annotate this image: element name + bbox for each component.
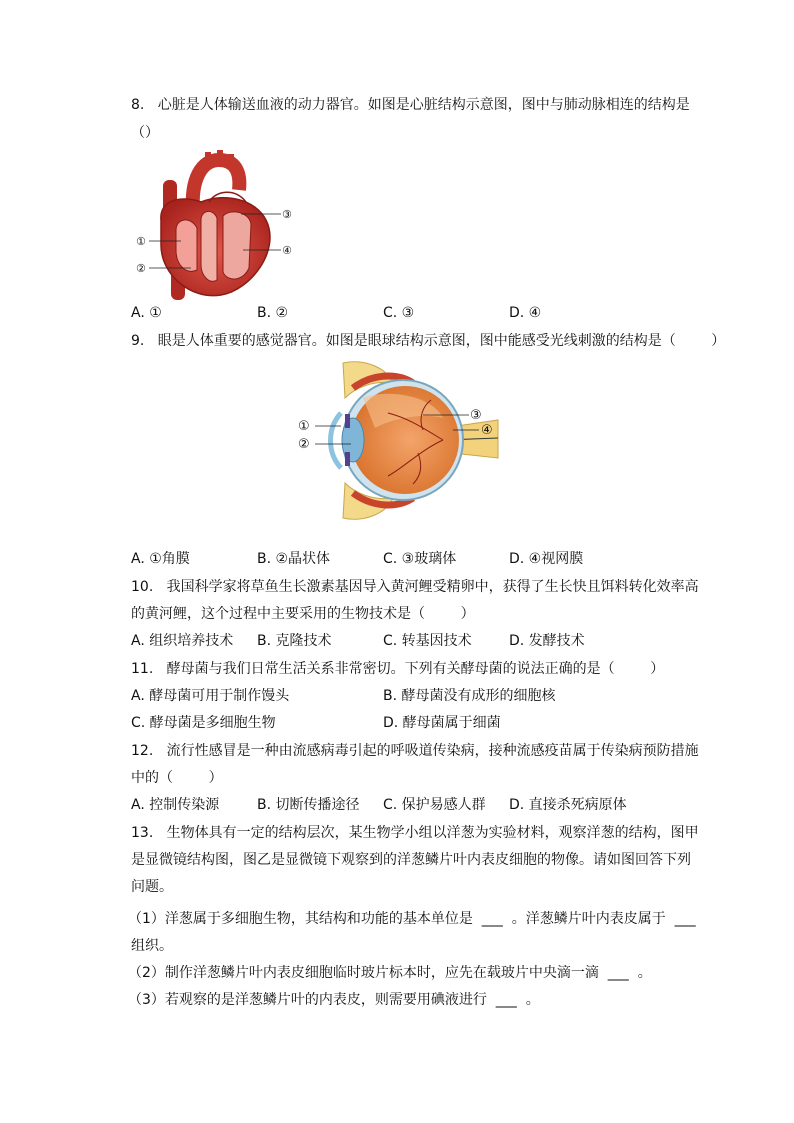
q11-stem-line1: 11. 酵母菌与我们日常生活关系非常密切。下列有关酵母菌的说法正确的是（ ） (131, 661, 665, 677)
q11-option-a: A. 酵母菌可用于制作馒头 (131, 688, 290, 704)
q12-option-b: B. 切断传播途径 (257, 797, 360, 813)
q11-option-b: B. 酵母菌没有成形的细胞核 (383, 688, 556, 704)
eye-diagram (293, 358, 503, 523)
q10-option-d: D. 发酵技术 (509, 633, 585, 649)
q8-option-c: C. ③ (383, 305, 415, 321)
heart-label-2: ② (136, 262, 146, 275)
q12-option-c: C. 保护易感人群 (383, 797, 486, 813)
heart-label-3: ③ (282, 208, 292, 221)
q10-option-b: B. 克隆技术 (257, 633, 332, 649)
q8-stem-line1: 8. 心脏是人体输送血液的动力器官。如图是心脏结构示意图，图中与肺动脉相连的结构是 (131, 97, 690, 113)
q10-option-c: C. 转基因技术 (383, 633, 472, 649)
q9-option-c: C. ③玻璃体 (383, 551, 457, 567)
q10-stem-line1: 10. 我国科学家将草鱼生长激素基因导入黄河鲤受精卵中，获得了生长快且饵料转化效率高 (131, 579, 699, 595)
q8-option-d: D. ④ (509, 305, 542, 321)
q13-stem-line2: 是显微镜结构图，图乙是显微镜下观察到的洋葱鳞片叶内表皮细胞的物像。请如图回答下列 (131, 852, 691, 868)
q11-option-d: D. 酵母菌属于细菌 (383, 715, 501, 731)
q13-stem-line1: 13. 生物体具有一定的结构层次，某生物学小组以洋葱为实验材料，观察洋葱的结构，图甲 (131, 825, 699, 841)
eye-label-4: ④ (481, 423, 493, 438)
q11-option-c: C. 酵母菌是多细胞生物 (131, 715, 276, 731)
q10-stem-line2: 的黄河鲤，这个过程中主要采用的生物技术是（ ） (131, 606, 475, 622)
eye-label-1: ① (298, 419, 310, 434)
q13-sub1: （1）洋葱属于多细胞生物，其结构和功能的基本单位是 ___ 。洋葱鳞片叶内表皮属于 ___ (128, 911, 696, 927)
q13-sub2: （2）制作洋葱鳞片叶内表皮细胞临时玻片标本时，应先在载玻片中央滴一滴 ___ 。 (128, 965, 652, 981)
q12-stem-line1: 12. 流行性感冒是一种由流感病毒引起的呼吸道传染病，接种流感疫苗属于传染病预防措施 (131, 743, 699, 759)
q12-option-a: A. 控制传染源 (131, 797, 220, 813)
q8-option-a: A. ① (131, 305, 162, 321)
q12-stem-line2: 中的（ ） (131, 770, 223, 786)
q8-stem-line2: （） (131, 125, 159, 141)
eye-label-2: ② (298, 437, 310, 452)
q9-option-b: B. ②晶状体 (257, 551, 331, 567)
eye-label-3: ③ (470, 408, 482, 423)
q13-sub1-cont: 组织。 (131, 938, 173, 954)
q10-option-a: A. 组织培养技术 (131, 633, 234, 649)
q12-option-d: D. 直接杀死病原体 (509, 797, 627, 813)
q9-stem-line1: 9. 眼是人体重要的感觉器官。如图是眼球结构示意图，图中能感受光线刺激的结构是（ ） (131, 333, 726, 349)
q9-option-d: D. ④视网膜 (509, 551, 584, 567)
heart-label-4: ④ (282, 244, 292, 257)
heart-label-1: ① (136, 235, 146, 248)
q13-stem-line3: 问题。 (131, 879, 173, 895)
q9-option-a: A. ①角膜 (131, 551, 190, 567)
q8-option-b: B. ② (257, 305, 289, 321)
heart-diagram (131, 150, 301, 300)
q13-sub3: （3）若观察的是洋葱鳞片叶的内表皮，则需要用碘液进行 ___ 。 (128, 992, 540, 1008)
